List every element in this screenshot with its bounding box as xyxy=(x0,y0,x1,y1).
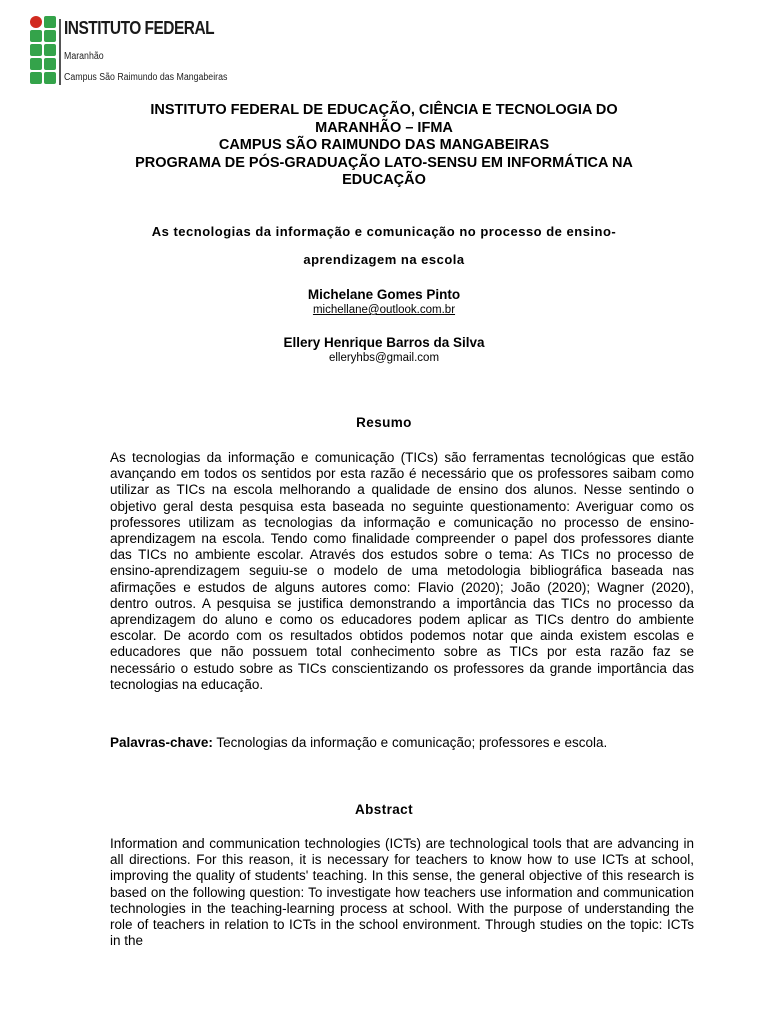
keywords-label: Palavras-chave: xyxy=(110,735,213,750)
resumo-text: As tecnologias da informação e comunicação (TICs) são ferramentas tecnológicas que estão avançando em todos os sentidos por esta razão é necessário que os professores saibam como utilizar as TICs na escola melhorando a qualidade de ensino dos alunos. Nesse sentindo o objetivo geral desta pesquisa esta baseada no seguinte questionamento: Averiguar como os professores utilizam as tecnologias da informação e comunicação no processo de ensino-aprendizagem na escola. Tendo como finalidade compreender o papel dos professores diante das TICs no ambiente escolar. Através dos estudos sobre o tema: As TICs no processo de ensino-aprendizagem seguiu-se o modelo de uma metodologia bibliográfica baseada nas afirmações e estudos de alguns autores como: Flavio (2020); João (2020); Wagner (2020), dentro outros. A pesquisa se justifica demonstrando a importância das TICs no processo da aprendizagem do aluno e como os educadores podem aplicar as TICs dentro do ambiente escolar. De acordo com os resultados obtidos podemos notar que ainda existem escolas e educadores que não possuem total conhecimento sobre as TICs por esta razão faz se necessário o estudo sobre as TICs conscientizando os professores da grande importância das tecnologias na educação. xyxy=(110,450,694,692)
resumo-heading: Resumo xyxy=(356,415,412,430)
keywords xyxy=(110,735,694,751)
abstract-text: Information and communication technologies (ICTs) are technological tools that are advancing in all directions. For this reason, it is necessary for teachers to know how to use ICTs at school, improving the quality of students' teaching. In this sense, the general objective of this research is based on the following question: To investigate how teachers use information and communication technologies in the teaching-learning process at school. With the purpose of understanding the role of teachers in relation to ICTs in the school environment. Through studies on the topic: ICTs in the xyxy=(110,836,694,949)
logo-divider xyxy=(59,19,61,85)
header-line-5: EDUCAÇÃO xyxy=(342,172,426,188)
logo-title: INSTITUTO FEDERAL xyxy=(64,18,215,38)
header-line-2: MARANHÃO – IFMA xyxy=(315,119,453,136)
title-line-2: aprendizagem na escola xyxy=(303,252,465,267)
title-line-1: As tecnologias da informação e comunicação no processo de ensino- xyxy=(151,224,617,239)
abstract-heading: Abstract xyxy=(355,802,413,817)
author-email: elleryhbs@gmail.com xyxy=(328,352,440,364)
paper-title xyxy=(110,218,658,274)
header-line-3: CAMPUS SÃO RAIMUNDO DAS MANGABEIRAS xyxy=(218,137,550,153)
logo-grid-icon xyxy=(30,16,56,86)
author-name: Michelane Gomes Pinto xyxy=(307,287,461,302)
institution-header xyxy=(110,102,658,190)
keywords-text: Tecnologias da informação e comunicação; professores e escola. xyxy=(212,735,608,750)
logo-state: Maranhão xyxy=(64,51,104,62)
header-line-4: PROGRAMA DE PÓS-GRADUAÇÃO LATO-SENSU EM INFORMÁTICA NA xyxy=(135,154,633,171)
logo-campus: Campus São Raimundo das Mangabeiras xyxy=(64,72,228,83)
header-line-1: INSTITUTO FEDERAL DE EDUCAÇÃO, CIÊNCIA E TECNOLOGIA DO xyxy=(150,102,618,118)
author-email-link[interactable]: michellane@outlook.com.br xyxy=(312,304,456,316)
institution-logo xyxy=(30,16,228,90)
author-name: Ellery Henrique Barros da Silva xyxy=(283,335,485,350)
